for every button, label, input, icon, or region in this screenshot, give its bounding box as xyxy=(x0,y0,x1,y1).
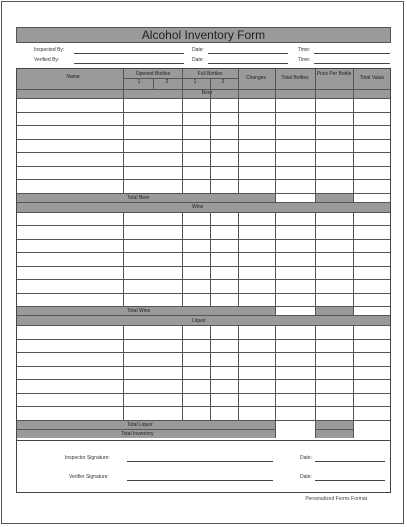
table-cell-divider xyxy=(275,279,276,293)
table-cell-divider xyxy=(315,225,316,239)
inspector-signature-label: Inspector Signature: xyxy=(65,455,110,461)
table-row[interactable] xyxy=(18,326,122,339)
table-cell-divider xyxy=(315,352,316,366)
table-cell-divider xyxy=(353,179,354,193)
table-cell-divider xyxy=(210,293,211,307)
table-cell-divider xyxy=(275,252,276,266)
header-col-divider xyxy=(353,69,354,98)
table-cell-divider xyxy=(182,98,183,112)
table-cell-divider xyxy=(275,366,276,380)
table-cell-divider xyxy=(353,98,354,112)
table-cell-divider xyxy=(275,393,276,407)
table-cell-divider xyxy=(238,139,239,153)
col-changes: Changes xyxy=(245,75,266,81)
signature-block xyxy=(16,441,391,493)
header-subdivider xyxy=(123,78,238,79)
table-cell-divider xyxy=(238,379,239,393)
table-cell-divider xyxy=(275,406,276,420)
total-divider xyxy=(353,306,354,315)
total-divider xyxy=(315,420,316,429)
table-row[interactable] xyxy=(18,240,122,253)
col-opened-sub2: 2 xyxy=(165,79,169,85)
inspected-time-label: Time: xyxy=(298,47,311,53)
form-credit: Personalized Forms Format xyxy=(305,496,367,502)
table-row[interactable] xyxy=(18,407,122,420)
table-cell-divider xyxy=(238,406,239,420)
table-cell-divider xyxy=(238,252,239,266)
table-cell-divider xyxy=(123,212,124,226)
table-cell-divider xyxy=(238,366,239,380)
table-row[interactable] xyxy=(18,294,122,307)
table-row[interactable] xyxy=(18,167,122,180)
table-cell-divider xyxy=(315,239,316,253)
table-cell-divider xyxy=(238,325,239,339)
table-cell-divider xyxy=(123,239,124,253)
table-cell-divider xyxy=(210,166,211,180)
table-cell-divider xyxy=(353,252,354,266)
table-cell-divider xyxy=(210,393,211,407)
table-cell-divider xyxy=(275,179,276,193)
table-cell-divider xyxy=(353,112,354,126)
table-cell-divider xyxy=(315,152,316,166)
table-cell-divider xyxy=(182,279,183,293)
table-cell-divider xyxy=(123,252,124,266)
table-cell-divider xyxy=(123,266,124,280)
liquor-total-row xyxy=(17,420,390,429)
table-cell-divider xyxy=(123,139,124,153)
table-cell-divider xyxy=(353,152,354,166)
table-cell-divider xyxy=(315,393,316,407)
table-cell-divider xyxy=(275,239,276,253)
table-cell-divider xyxy=(238,293,239,307)
table-cell-divider xyxy=(182,225,183,239)
table-cell-divider xyxy=(315,406,316,420)
table-cell-divider xyxy=(275,325,276,339)
table-row[interactable] xyxy=(18,153,122,166)
wine-total-row-value-cell[interactable] xyxy=(353,306,390,315)
wine-total-row-bottles-cell[interactable] xyxy=(275,306,315,315)
col-full-sub2: 2 xyxy=(221,79,225,85)
table-cell-divider xyxy=(353,406,354,420)
inventory-table xyxy=(16,68,391,441)
verified-date-field[interactable] xyxy=(208,63,288,64)
table-cell-divider xyxy=(123,293,124,307)
inventory-total-bottles-cell[interactable] xyxy=(275,429,315,438)
table-cell-divider xyxy=(238,125,239,139)
table-cell-divider xyxy=(123,166,124,180)
table-cell-divider xyxy=(315,366,316,380)
table-cell-divider xyxy=(353,293,354,307)
liquor-total-row-label: Total Liquor xyxy=(127,421,153,428)
inspected-date-field[interactable] xyxy=(208,53,288,54)
table-cell-divider xyxy=(238,393,239,407)
table-cell-divider xyxy=(315,212,316,226)
inventory-total-value-cell[interactable] xyxy=(353,429,390,438)
table-cell-divider xyxy=(238,166,239,180)
beer-total-row-bottles-cell[interactable] xyxy=(275,193,315,202)
total-divider xyxy=(353,193,354,202)
table-cell-divider xyxy=(123,379,124,393)
verified-date-label: Date: xyxy=(192,57,204,63)
table-row[interactable] xyxy=(18,367,122,380)
table-row[interactable] xyxy=(18,99,122,112)
table-cell-divider xyxy=(315,98,316,112)
table-cell-divider xyxy=(275,225,276,239)
table-cell-divider xyxy=(123,279,124,293)
table-row-line xyxy=(17,429,390,430)
table-cell-divider xyxy=(182,139,183,153)
liquor-total-row-value-cell[interactable] xyxy=(353,420,390,429)
table-cell-divider xyxy=(210,266,211,280)
table-cell-divider xyxy=(238,179,239,193)
table-cell-divider xyxy=(315,279,316,293)
table-cell-divider xyxy=(353,352,354,366)
section-beer-label: Beer xyxy=(201,90,213,96)
table-cell-divider xyxy=(238,339,239,353)
table-cell-divider xyxy=(353,139,354,153)
table-cell-divider xyxy=(238,212,239,226)
table-cell-divider xyxy=(182,339,183,353)
verified-by-label: Verified By: xyxy=(34,57,60,63)
table-cell-divider xyxy=(238,225,239,239)
col-opened-bottles: Opened Bottles xyxy=(135,71,171,77)
sign-date1-label: Date: xyxy=(300,455,312,461)
table-cell-divider xyxy=(275,212,276,226)
verified-by-field[interactable] xyxy=(74,63,184,64)
table-row[interactable] xyxy=(18,380,122,393)
table-row[interactable] xyxy=(18,353,122,366)
table-cell-divider xyxy=(210,179,211,193)
header-col-divider xyxy=(182,69,183,98)
table-cell-divider xyxy=(353,366,354,380)
col-total-bottles: Total Bottles xyxy=(281,75,309,81)
table-row[interactable] xyxy=(18,253,122,266)
table-cell-divider xyxy=(210,152,211,166)
table-cell-divider xyxy=(182,406,183,420)
table-cell-divider xyxy=(238,279,239,293)
table-cell-divider xyxy=(123,325,124,339)
table-cell-divider xyxy=(210,252,211,266)
total-divider xyxy=(275,193,276,202)
table-cell-divider xyxy=(210,279,211,293)
table-cell-divider xyxy=(123,112,124,126)
verified-time-label: Time: xyxy=(298,57,311,63)
table-cell-divider xyxy=(238,266,239,280)
col-full-sub1: 1 xyxy=(193,79,197,85)
table-cell-divider xyxy=(353,266,354,280)
liquor-band-label: Liquor xyxy=(192,317,206,324)
beer-total-row xyxy=(17,193,390,202)
col-price-per-bottle: Price Per Bottle xyxy=(316,71,352,77)
inventory-total-row xyxy=(17,429,390,438)
table-cell-divider xyxy=(315,339,316,353)
header-col-divider xyxy=(153,78,154,89)
table-cell-divider xyxy=(210,139,211,153)
inventory-total-label: Total Inventory xyxy=(121,430,154,437)
table-cell-divider xyxy=(275,166,276,180)
table-cell-divider xyxy=(182,166,183,180)
table-cell-divider xyxy=(210,112,211,126)
inspected-time-field[interactable] xyxy=(314,53,390,54)
table-cell-divider xyxy=(210,239,211,253)
table-cell-divider xyxy=(123,366,124,380)
beer-total-row-value-cell[interactable] xyxy=(353,193,390,202)
table-cell-divider xyxy=(275,152,276,166)
table-cell-divider xyxy=(182,293,183,307)
col-full-bottles: Full Bottles xyxy=(197,71,223,77)
table-cell-divider xyxy=(275,339,276,353)
table-cell-divider xyxy=(353,225,354,239)
wine-total-row-label: Total Wine xyxy=(127,308,151,314)
table-cell-divider xyxy=(182,125,183,139)
table-cell-divider xyxy=(123,98,124,112)
table-cell-divider xyxy=(315,293,316,307)
header-col-divider xyxy=(123,69,124,98)
table-cell-divider xyxy=(315,139,316,153)
table-row[interactable] xyxy=(18,267,122,280)
table-cell-divider xyxy=(182,266,183,280)
col-opened-sub1: 1 xyxy=(137,79,141,85)
table-cell-divider xyxy=(275,139,276,153)
table-cell-divider xyxy=(182,239,183,253)
table-cell-divider xyxy=(275,112,276,126)
table-cell-divider xyxy=(353,393,354,407)
table-cell-divider xyxy=(182,352,183,366)
total-divider xyxy=(353,420,354,429)
table-cell-divider xyxy=(353,325,354,339)
table-cell-divider xyxy=(238,239,239,253)
table-cell-divider xyxy=(353,239,354,253)
table-row[interactable] xyxy=(18,280,122,293)
header-col-divider xyxy=(315,69,316,98)
table-cell-divider xyxy=(123,125,124,139)
table-cell-divider xyxy=(210,352,211,366)
table-cell-divider xyxy=(275,379,276,393)
table-cell-divider xyxy=(123,406,124,420)
table-cell-divider xyxy=(353,379,354,393)
table-cell-divider xyxy=(353,166,354,180)
inspected-by-label: Inspected By: xyxy=(34,47,65,53)
table-cell-divider xyxy=(123,179,124,193)
inspected-date-label: Date: xyxy=(192,47,204,53)
table-row-line xyxy=(17,306,390,307)
table-row[interactable] xyxy=(18,226,122,239)
col-name: Name xyxy=(66,74,80,80)
table-cell-divider xyxy=(123,393,124,407)
table-cell-divider xyxy=(353,279,354,293)
total-divider xyxy=(275,429,276,438)
sign-date2-field[interactable] xyxy=(315,480,385,481)
col-total-value: Total Value xyxy=(359,75,385,81)
table-cell-divider xyxy=(182,152,183,166)
table-row[interactable] xyxy=(18,394,122,407)
table-row[interactable] xyxy=(18,180,122,193)
header-bottom-line xyxy=(17,89,390,90)
table-cell-divider xyxy=(123,225,124,239)
table-cell-divider xyxy=(210,225,211,239)
table-row[interactable] xyxy=(18,140,122,153)
total-divider xyxy=(275,306,276,315)
table-cell-divider xyxy=(210,366,211,380)
table-cell-divider xyxy=(182,393,183,407)
table-cell-divider xyxy=(275,266,276,280)
liquor-total-row-bottles-cell[interactable] xyxy=(275,420,315,429)
beer-total-row-label: Total Beer xyxy=(127,194,150,201)
total-divider xyxy=(315,193,316,202)
table-cell-divider xyxy=(182,366,183,380)
table-row-line xyxy=(17,193,390,194)
form-page xyxy=(1,1,404,524)
table-cell-divider xyxy=(315,166,316,180)
table-cell-divider xyxy=(353,339,354,353)
form-title: Alcohol Inventory Form xyxy=(16,27,391,43)
table-row[interactable] xyxy=(18,126,122,139)
sign-date1-field[interactable] xyxy=(315,461,385,462)
table-row[interactable] xyxy=(18,340,122,353)
table-row-line xyxy=(17,202,390,203)
table-cell-divider xyxy=(353,125,354,139)
table-cell-divider xyxy=(210,379,211,393)
table-cell-divider xyxy=(210,212,211,226)
table-cell-divider xyxy=(238,112,239,126)
table-cell-divider xyxy=(210,406,211,420)
table-cell-divider xyxy=(238,152,239,166)
total-divider xyxy=(353,429,354,438)
table-cell-divider xyxy=(182,252,183,266)
table-cell-divider xyxy=(275,293,276,307)
table-cell-divider xyxy=(353,212,354,226)
table-row[interactable] xyxy=(18,113,122,126)
wine-band xyxy=(17,202,390,212)
table-cell-divider xyxy=(238,352,239,366)
total-divider xyxy=(315,306,316,315)
table-cell-divider xyxy=(315,179,316,193)
table-cell-divider xyxy=(182,325,183,339)
table-cell-divider xyxy=(182,379,183,393)
table-row-line xyxy=(17,420,390,421)
table-row-line xyxy=(17,315,390,316)
total-divider xyxy=(275,420,276,429)
table-cell-divider xyxy=(123,152,124,166)
table-cell-divider xyxy=(123,339,124,353)
header-col-divider xyxy=(275,69,276,98)
table-cell-divider xyxy=(182,112,183,126)
table-cell-divider xyxy=(123,352,124,366)
table-cell-divider xyxy=(315,252,316,266)
table-row[interactable] xyxy=(18,213,122,226)
verified-time-field[interactable] xyxy=(314,63,390,64)
table-cell-divider xyxy=(210,98,211,112)
table-cell-divider xyxy=(182,212,183,226)
table-cell-divider xyxy=(315,125,316,139)
wine-total-row xyxy=(17,306,390,315)
table-cell-divider xyxy=(315,379,316,393)
verifier-signature-field[interactable] xyxy=(127,480,273,481)
table-cell-divider xyxy=(315,112,316,126)
table-cell-divider xyxy=(210,125,211,139)
table-cell-divider xyxy=(315,266,316,280)
table-cell-divider xyxy=(238,98,239,112)
sign-date2-label: Date: xyxy=(300,474,312,480)
total-divider xyxy=(315,429,316,438)
table-cell-divider xyxy=(275,352,276,366)
table-cell-divider xyxy=(315,325,316,339)
wine-band-label: Wine xyxy=(192,204,204,210)
table-cell-divider xyxy=(275,98,276,112)
inspector-signature-field[interactable] xyxy=(127,461,273,462)
table-cell-divider xyxy=(182,179,183,193)
verifier-signature-label: Verifier Signature: xyxy=(69,474,109,480)
header-col-divider xyxy=(210,78,211,98)
header-col-divider xyxy=(238,69,239,98)
table-cell-divider xyxy=(210,325,211,339)
inspected-by-field[interactable] xyxy=(74,53,184,54)
table-cell-divider xyxy=(210,339,211,353)
table-cell-divider xyxy=(275,125,276,139)
